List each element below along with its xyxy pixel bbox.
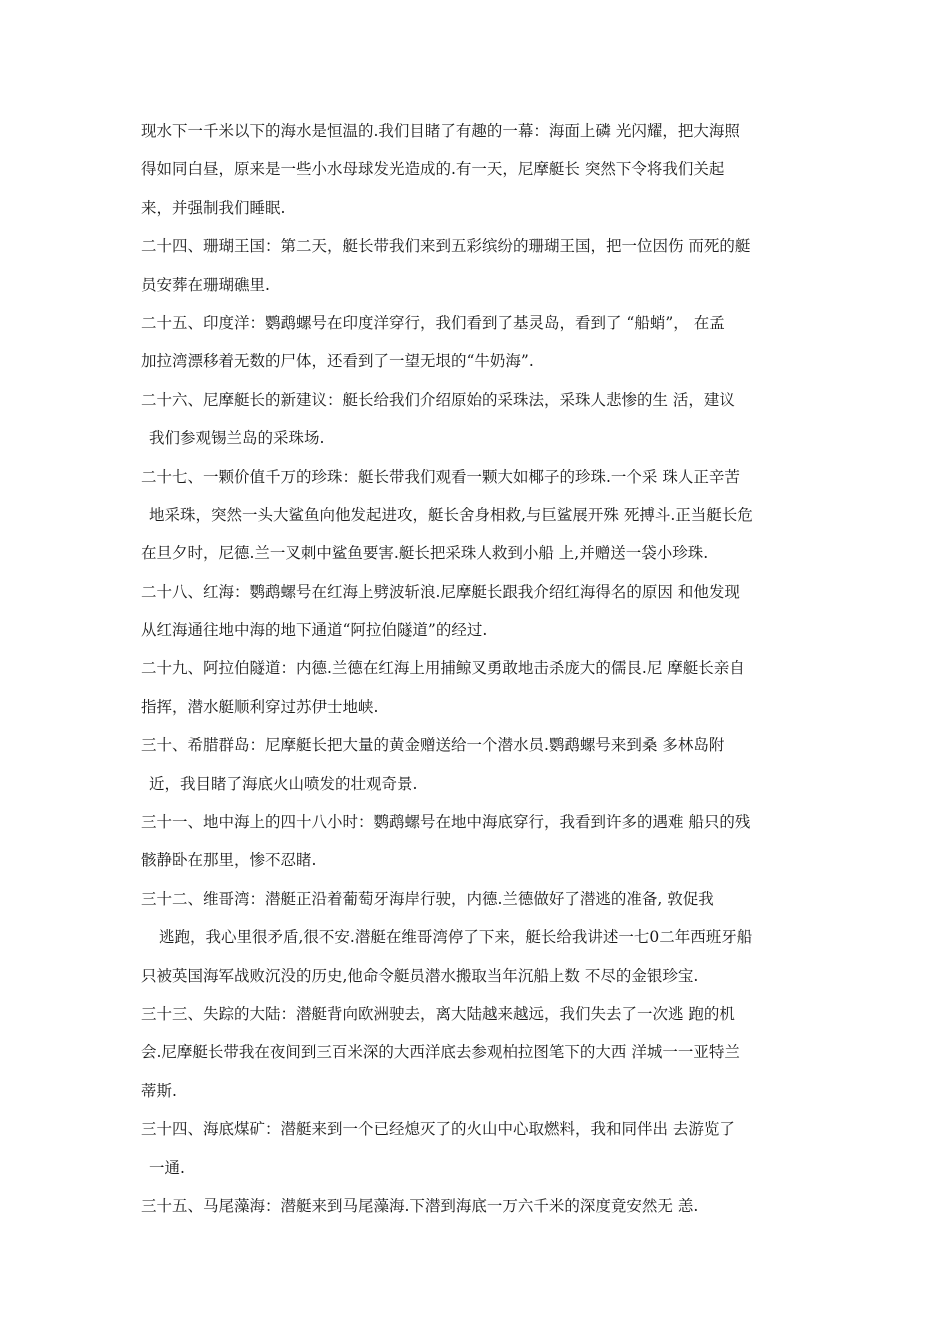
text-line: 会.尼摩艇长带我在夜间到三百米深的大西洋底去参观柏拉图笔下的大西 洋城一一亚特兰 bbox=[141, 1043, 740, 1062]
text-line: 二十七、一颗价值千万的珍珠：艇长带我们观看一颗大如椰子的珍珠.一个采 珠人正辛苦 bbox=[141, 467, 740, 486]
text-line: 二十八、红海：鹦鹉螺号在红海上劈波斩浪.尼摩艇长跟我介绍红海得名的原因 和他发现 bbox=[141, 582, 740, 601]
text-line: 近，我目睹了海底火山喷发的壮观奇景. bbox=[149, 774, 418, 793]
text-line: 骸静卧在那里，惨不忍睹. bbox=[141, 851, 317, 870]
text-line: 来，并强制我们睡眠. bbox=[141, 198, 286, 217]
text-line: 从红海通往地中海的地下通道“阿拉伯隧道”的经过. bbox=[141, 621, 488, 640]
text-line: 三十二、维哥湾：潜艇正沿着葡萄牙海岸行驶，内德.兰德做好了潜逃的准备, 敦促我 bbox=[141, 889, 714, 908]
text-line: 在旦夕时，尼德.兰一叉刺中鲨鱼要害.艇长把采珠人救到小船 上,并赠送一袋小珍珠. bbox=[141, 544, 709, 563]
text-line: 只被英国海军战败沉没的历史,他命令艇员潜水搬取当年沉船上数 不尽的金银珍宝. bbox=[141, 966, 699, 985]
text-line: 三十、希腊群岛：尼摩艇长把大量的黄金赠送给一个潜水员.鹦鹉螺号来到桑 多林岛附 bbox=[141, 736, 725, 755]
document-body bbox=[141, 112, 821, 1225]
text-line: 逃跑，我心里很矛盾,很不安.潜艇在维哥湾停了下来，艇长给我讲述一七0二年西班牙船 bbox=[159, 928, 753, 947]
text-line: 三十三、失踪的大陆：潜艇背向欧洲驶去，离大陆越来越远，我们失去了一次逃 跑的机 bbox=[141, 1004, 735, 1023]
text-line: 三十四、海底煤矿：潜艇来到一个已经熄灭了的火山中心取燃料，我和同伴出 去游览了 bbox=[141, 1120, 735, 1139]
text-line: 三十五、马尾藻海：潜艇来到马尾藻海.下潜到海底一万六千米的深度竟安然无 恙. bbox=[141, 1196, 699, 1215]
text-line: 蒂斯. bbox=[141, 1081, 177, 1100]
text-line: 地采珠，突然一头大鲨鱼向他发起进攻，艇长舍身相救,与巨鲨展开殊 死搏斗.正当艇长危 bbox=[149, 505, 753, 524]
text-line: 二十五、印度洋：鹦鹉螺号在印度洋穿行，我们看到了基灵岛，看到了 “船蛸”， 在孟 bbox=[141, 313, 725, 332]
text-line: 加拉湾漂移着无数的尸体，还看到了一望无垠的“牛奶海”. bbox=[141, 352, 534, 371]
text-line: 二十九、阿拉伯隧道：内德.兰德在红海上用捕鲸叉勇敢地击杀庞大的儒艮.尼 摩艇长亲自 bbox=[141, 659, 745, 678]
text-line: 现水下一千米以下的海水是恒温的.我们目睹了有趣的一幕：海面上磷 光闪耀，把大海照 bbox=[141, 122, 740, 140]
text-line: 三十一、地中海上的四十八小时：鹦鹉螺号在地中海底穿行，我看到许多的遇难 船只的残 bbox=[141, 813, 751, 832]
text-line: 得如同白昼，原来是一些小水母球发光造成的.有一天，尼摩艇长 突然下令将我们关起 bbox=[141, 160, 725, 179]
text-line: 一通. bbox=[149, 1158, 185, 1177]
text-line: 我们参观锡兰岛的采珠场. bbox=[149, 429, 325, 448]
text-line: 员安葬在珊瑚礁里. bbox=[141, 275, 270, 294]
text-line: 二十四、珊瑚王国：第二天，艇长带我们来到五彩缤纷的珊瑚王国，把一位因伤 而死的艇 bbox=[141, 237, 751, 256]
text-line: 指挥，潜水艇顺利穿过苏伊士地峡. bbox=[141, 697, 379, 716]
text-line: 二十六、尼摩艇长的新建议：艇长给我们介绍原始的采珠法，采珠人悲惨的生 活，建议 bbox=[141, 390, 735, 409]
